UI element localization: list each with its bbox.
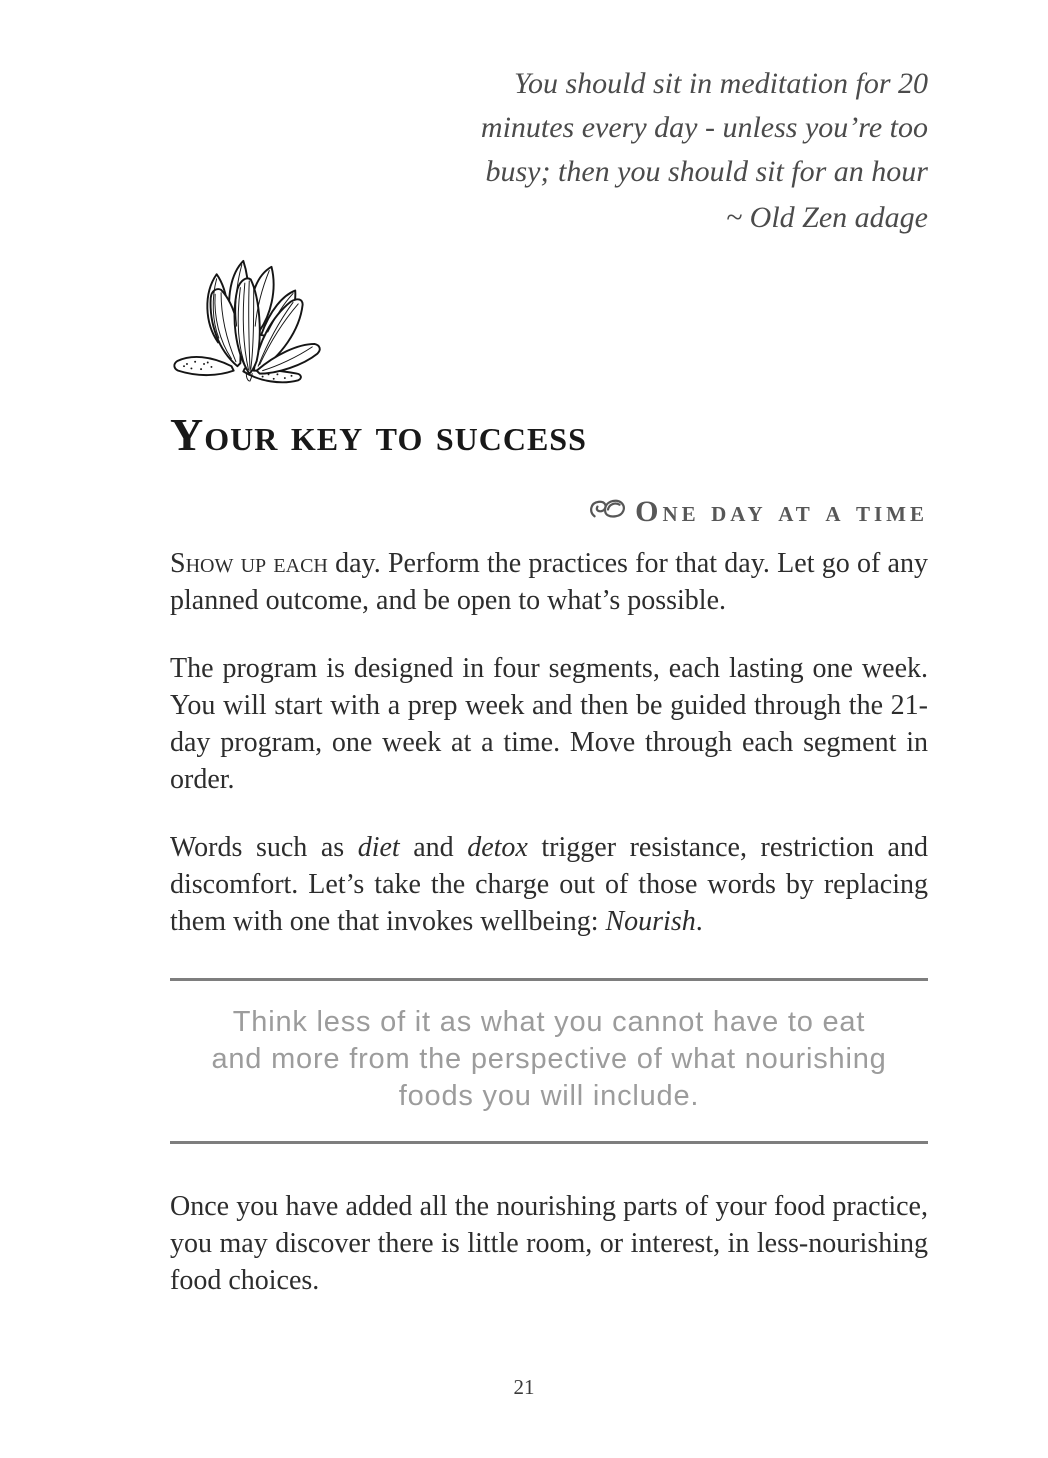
text-segment: . [695, 905, 703, 937]
text-segment: trigger resistance, restriction and discomfort. Let’s take the charge out of those words by replacing them with one that invokes wellbeing: [170, 831, 928, 937]
quote-attribution: ~ Old Zen adage [725, 201, 928, 234]
pull-quote-text: Think less of it as what you cannot have to eat and more from the perspective of what nourishing foods you will include. [211, 1005, 887, 1112]
text-segment: diet [357, 831, 400, 863]
text-segment: detox [467, 831, 528, 863]
text-segment: Show up each [170, 547, 328, 579]
lotus-icon [164, 252, 336, 404]
text-segment: Nourish [605, 905, 696, 937]
text-segment: The program is designed in four segments, each lasting one week. You will start with a prep week and then be guided through the 21-day program, one week at a time. Move through each segment in order. [170, 652, 928, 795]
section-heading [170, 495, 928, 529]
paragraph-show-up [170, 545, 928, 619]
fleuron-icon [589, 498, 627, 523]
paragraph-words [170, 829, 928, 940]
text-segment: day. Perform the practices for that day. Let go of any planned outcome, and be open to what’s possible. [170, 547, 928, 616]
quote-line: busy; then you should sit for an hour [485, 155, 928, 188]
quote-line: minutes every day - unless you’re too [480, 111, 928, 144]
epigraph-lines [330, 62, 928, 194]
page-number: 21 [513, 1375, 535, 1399]
text-segment: Once you have added all the nourishing parts of your food practice, you may discover there is little room, or interest, in less-nourishing food choices. [170, 1190, 928, 1296]
body-text [170, 545, 928, 1299]
quote-line: You should sit in meditation for 20 [514, 67, 928, 100]
section-title: One day at a time [635, 494, 928, 528]
lotus-illustration [164, 252, 336, 404]
text-segment: and [399, 831, 468, 863]
epigraph-quote [330, 62, 928, 240]
paragraph-program [170, 650, 928, 798]
text-segment: Words such as [170, 831, 358, 863]
paragraph-once-added [170, 1188, 928, 1299]
page-title: Your key to success [170, 409, 587, 460]
pull-quote-box [170, 978, 928, 1144]
